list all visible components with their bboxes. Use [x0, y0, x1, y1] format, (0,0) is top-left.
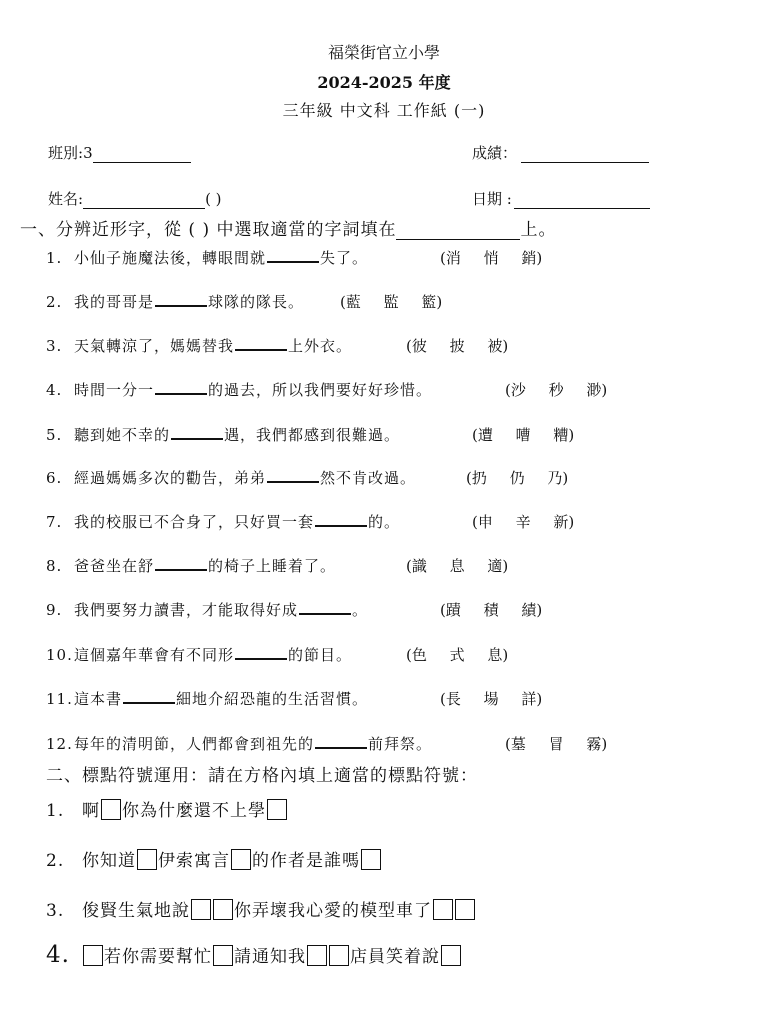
student-number-parens: ( ) [205, 190, 222, 208]
punctuation-box[interactable] [213, 899, 233, 920]
answer-blank[interactable] [123, 690, 175, 704]
heading-example-blank [396, 227, 520, 240]
date-field [472, 188, 650, 209]
question-8: 8. 爸爸坐在舒 的椅子上睡着了。 [46, 557, 337, 575]
answer-blank[interactable] [267, 249, 319, 263]
answer-blank[interactable] [155, 381, 207, 395]
punctuation-box[interactable] [441, 945, 461, 966]
punctuation-box[interactable] [267, 799, 287, 820]
answer-blank[interactable] [235, 337, 287, 351]
answer-blank[interactable] [155, 293, 207, 307]
question-3: 3. 天氣轉涼了，媽媽替我 上外衣。 [46, 337, 353, 355]
punctuation-box[interactable] [231, 849, 251, 870]
question-2: 2. 我的哥哥是 球隊的隊長。 [46, 293, 305, 311]
punctuation-box[interactable] [329, 945, 349, 966]
worksheet-title: 三年級 中文科 工作紙 (一) [282, 101, 486, 120]
answer-blank[interactable] [315, 735, 367, 749]
grade-field [472, 142, 649, 163]
date-label: 日期 : [472, 190, 512, 208]
name-field [48, 188, 222, 209]
date-blank[interactable] [514, 194, 650, 209]
options: (遭 嘈 糟) [472, 426, 575, 444]
section1-heading: 一、分辨近形字，從 ( ) 中選取適當的字詞填在 上。 [20, 220, 557, 240]
options: (藍 監 籃) [340, 293, 443, 311]
school-name: 福榮街官立小學 [327, 43, 440, 62]
grade-label: 成績： [472, 144, 518, 162]
question-11: 11.這本書 細地介紹恐龍的生活習慣。 [46, 690, 369, 708]
punctuation-box[interactable] [191, 899, 211, 920]
punctuation-box[interactable] [433, 899, 453, 920]
options: (墓 冒 霧) [505, 735, 608, 753]
class-field [48, 142, 191, 163]
question-9: 9. 我們要努力讀書，才能取得好成 。 [46, 601, 369, 619]
options: (沙 秒 渺) [505, 381, 608, 399]
punctuation-box[interactable] [213, 945, 233, 966]
question-10: 10.這個嘉年華會有不同形 的節目。 [46, 646, 353, 664]
question-6: 6. 經過媽媽多次的勸告，弟弟 然不肯改過。 [46, 469, 417, 487]
question-5: 5. 聽到她不幸的 遇，我們都感到很難過。 [46, 426, 401, 444]
punctuation-box[interactable] [83, 945, 103, 966]
answer-blank[interactable] [267, 469, 319, 483]
options: (識 息 適) [406, 557, 509, 575]
question-7: 7. 我的校服已不合身了，只好買一套 的。 [46, 513, 401, 531]
answer-blank[interactable] [171, 426, 223, 440]
grade-blank[interactable] [521, 148, 649, 163]
options: (申 辛 新) [472, 513, 575, 531]
class-label: 班別: [48, 144, 84, 162]
name-blank[interactable] [83, 194, 205, 209]
options: (彼 披 被) [406, 337, 509, 355]
school-year: 2024-2025 年度 [317, 73, 451, 92]
question-4: 4. 時間一分一 的過去，所以我們要好好珍惜。 [46, 381, 433, 399]
question-1: 1. 小仙子施魔法後，轉眼間就 失了。 [46, 249, 369, 267]
punctuation-box[interactable] [101, 799, 121, 820]
answer-blank[interactable] [155, 557, 207, 571]
answer-blank[interactable] [235, 646, 287, 660]
question-12: 12.每年的清明節，人們都會到祖先的 前拜祭。 [46, 735, 433, 753]
answer-blank[interactable] [315, 513, 367, 527]
punctuation-box[interactable] [361, 849, 381, 870]
punct-item-2: 2. 你知道 伊索寓言 的作者是誰嗎 [46, 846, 382, 871]
options: (色 式 息) [406, 646, 509, 664]
options: (長 場 詳) [440, 690, 543, 708]
punctuation-box[interactable] [455, 899, 475, 920]
punct-item-1: 1. 啊 你為什麼還不上學 [46, 796, 288, 821]
punctuation-box[interactable] [137, 849, 157, 870]
punct-item-3: 3. 俊賢生氣地說 你弄壞我心愛的模型車了 [46, 896, 476, 921]
name-label: 姓名: [48, 190, 84, 208]
options: (消 悄 銷) [440, 249, 543, 267]
answer-blank[interactable] [299, 601, 351, 615]
options: (扔 仍 乃) [466, 469, 569, 487]
options: (蹟 積 績) [440, 601, 543, 619]
class-blank[interactable] [93, 148, 191, 163]
punctuation-box[interactable] [307, 945, 327, 966]
class-value: 3 [83, 144, 93, 162]
section2-heading: 二、標點符號運用：請在方格內填上適當的標點符號： [46, 766, 478, 786]
punct-item-4: 4. 若你需要幫忙 請通知我 店員笑着說 [46, 942, 462, 968]
